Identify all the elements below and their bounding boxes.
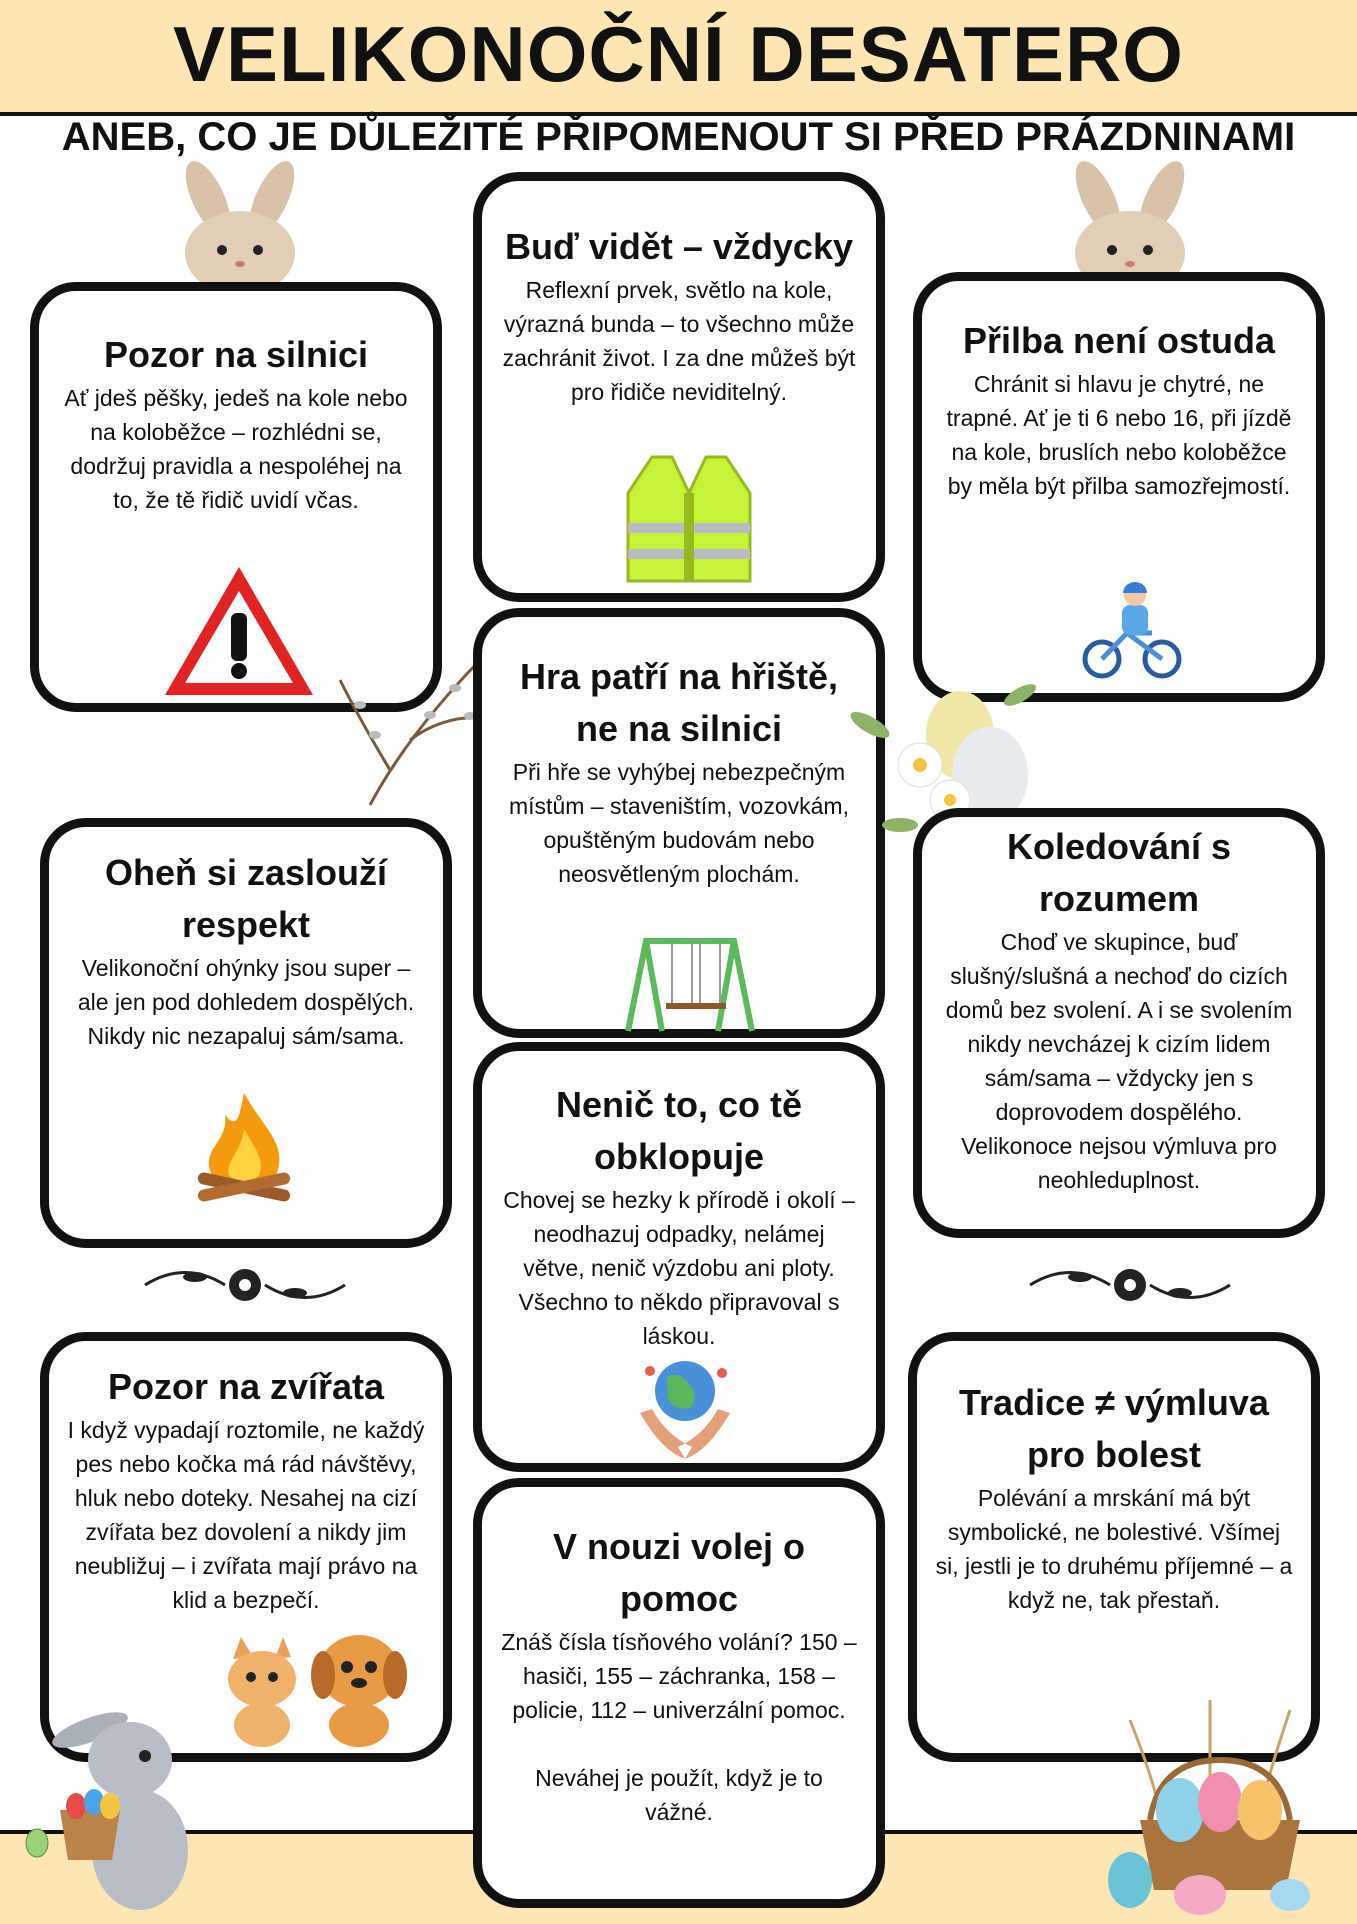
- small-egg-icon: [24, 1827, 50, 1859]
- bunny-peeking-left-icon: [160, 158, 320, 286]
- card-be-visible: [473, 172, 885, 602]
- bunny-with-basket-icon: [20, 1690, 220, 1915]
- card-title: Pozor na silnici: [103, 334, 369, 375]
- card-title: V nouzi volej o pomoc: [552, 1526, 806, 1619]
- card-title: Přilba není ostuda: [962, 320, 1276, 361]
- kitten-and-puppy-icon: [219, 1629, 419, 1749]
- card-title: Pozor na zvířata: [107, 1366, 385, 1407]
- card-emergency: [473, 1478, 885, 1908]
- card-title: Hra patří na hřiště, ne na silnici: [519, 656, 839, 749]
- card-text: Choď ve skupince, buď slušný/slušná a nechoď do cizích domů bez svolení. A i se svolením nikdy nevcházej k cizím lidem sám/sama – vždycky jen s doprovodem dospělého. Velikonoce nejsou výmluva pro neohleduplnost.: [945, 929, 1293, 1193]
- campfire-icon: [189, 1089, 299, 1205]
- card-text: Znáš čísla tísňového volání? 150 – hasiči, 155 – záchranka, 158 – policie, 112 – univerzální pomoc.: [501, 1629, 857, 1723]
- card-respect-surroundings: [473, 1042, 885, 1472]
- card-text: Ať jdeš pěšky, jedeš na kole nebo na koloběžce – rozhlédni se, dodržuj pravidla a nespoléhej na to, že tě řidič uvidí včas.: [64, 385, 408, 513]
- card-text: Chovej se hezky k přírodě i okolí – neodhazuj odpadky, nelámej větve, nenič výzdobu ani ploty. Všechno to někdo připravoval s láskou.: [503, 1187, 855, 1349]
- reflective-vest-icon: [622, 453, 756, 585]
- card-title: Nenič to, co tě obklopuje: [555, 1084, 803, 1177]
- card-title: Tradice ≠ výmluva pro bolest: [959, 1382, 1269, 1475]
- card-text: Velikonoční ohýnky jsou super – ale jen pod dohledem dospělých. Nikdy nic nezapaluj sám/sama.: [77, 955, 415, 1049]
- card-caroling: [913, 808, 1325, 1238]
- page-subtitle: ANEB, CO JE DŮLEŽITÉ PŘIPOMENOUT SI PŘED PRÁZDNINAMI: [61, 115, 1296, 159]
- bunny-peeking-right-icon: [1050, 158, 1210, 286]
- swing-icon: [622, 937, 758, 1033]
- card-text: Při hře se vyhýbej nebezpečným místům – staveništím, vozovkám, opuštěným budovám nebo neosvětleným plochám.: [509, 759, 849, 887]
- card-text: Chránit si hlavu je chytré, ne trapné. Ať je ti 6 nebo 16, při jízdě na kole, bruslích nebo koloběžce by měla být přilba samozřejmostí.: [946, 371, 1292, 499]
- card-helmet: [913, 272, 1325, 702]
- card-title: Oheň si zaslouží respekt: [104, 852, 388, 945]
- page-title: VELIKONOČNÍ DESATERO: [173, 10, 1184, 98]
- easter-egg-basket-icon: [1090, 1690, 1345, 1915]
- warning-sign-icon: [159, 561, 319, 701]
- card-text: Reflexní prvek, světlo na kole, výrazná bunda – to všechno může zachránit život. I za dne můžeš být pro řidiče neviditelný.: [502, 277, 856, 405]
- card-title: Koledování s rozumem: [1006, 826, 1232, 919]
- floral-divider-right-icon: [1020, 1255, 1240, 1315]
- card-text-secondary: Neváhej je použít, když je to vážné.: [535, 1765, 823, 1825]
- earth-in-hands-icon: [632, 1351, 738, 1461]
- card-play-safely: [473, 608, 885, 1038]
- card-title: Buď vidět – vždycky: [504, 226, 853, 267]
- floral-divider-left-icon: [135, 1255, 355, 1315]
- child-cyclist-icon: [1082, 581, 1182, 681]
- card-text: Polévání a mrskání má být symbolické, ne bolestivé. Všímej si, jestli je to druhému příjemné – a když ne, tak přestaň.: [935, 1485, 1293, 1613]
- card-text: I když vypadají roztomile, ne každý pes nebo kočka má rád návštěvy, hluk nebo doteky. Nesahej na cizí zvířata bez dovolení a nikdy jim neubližuj – i zvířata mají právo na klid a bezpečí.: [67, 1417, 425, 1613]
- card-fire-respect: [40, 818, 452, 1248]
